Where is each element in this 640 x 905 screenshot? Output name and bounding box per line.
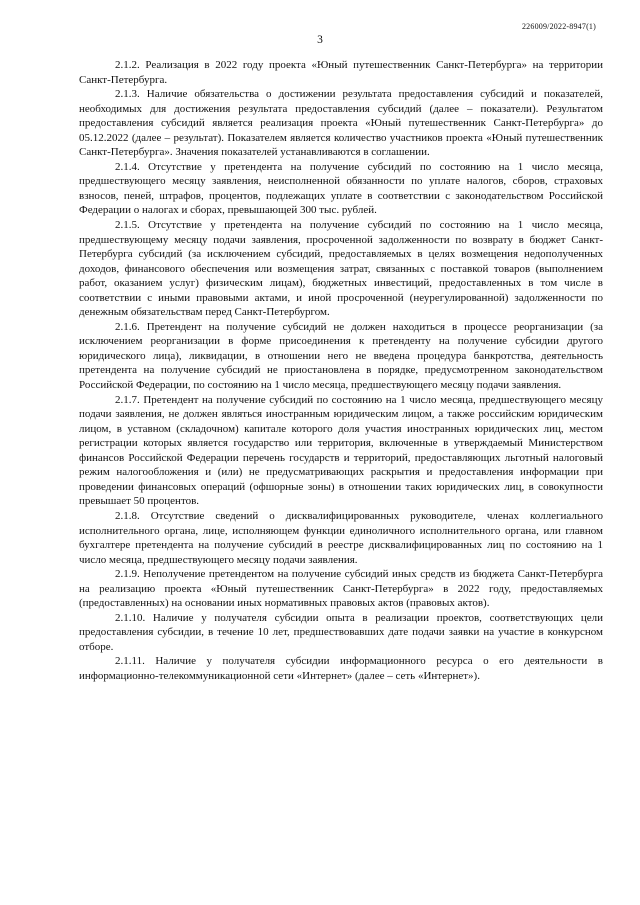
paragraph-2-1-6: 2.1.6. Претендент на получение субсидий не должен находиться в процессе реорганизации (за исключением реорганизации в форме присоединения к претенденту на получение субсидии другого юридического лица), ликвидации, в отношении него не введена процедура банкротства, деятельность претендента на получение субсидий не приостановлена в порядке, предусмотренном законодательством Российской Федерации, по состоянию на 1 число месяца, предшествующего месяцу подачи заявления. [79, 320, 603, 392]
paragraph-2-1-8: 2.1.8. Отсутствие сведений о дисквалифицированных руководителе, членах коллегиального исполнительного органа, лице, исполняющем функции единоличного исполнительного органа, или главном бухгалтере претендента на получение субсидий в реестре дисквалифицированных лиц по состоянию на 1 число месяца, предшествующего месяцу подачи заявления. [79, 509, 603, 566]
paragraph-2-1-4: 2.1.4. Отсутствие у претендента на получение субсидий по состоянию на 1 число месяца, предшествующего месяцу заявления, неисполненной обязанности по уплате налогов, сборов, страховых взносов, пеней, штрафов, процентов, подлежащих уплате в соответствии с законодательством Российской Федерации о налогах и сборах, превышающей 300 тыс. рублей. [79, 160, 603, 217]
page-number: 3 [317, 34, 323, 46]
paragraph-2-1-5: 2.1.5. Отсутствие у претендента на получение субсидий по состоянию на 1 число месяца, предшествующему месяцу подачи заявления, просроченной задолженности по возврату в бюджет Санкт-Петербурга субсидий (за исключением субсидий, предоставляемых в целях возмещения недополученных доходов, финансового обеспечения или возмещения затрат, связанных с поставкой товаров (выполнением работ, оказанием услуг) физическим лицам), бюджетных инвестиций, предоставленных в том числе в соответствии с иными правовыми актами, и иной просроченной (неурегулированной) задолженности по денежным обязательствам перед Санкт-Петербургом. [79, 219, 603, 319]
paragraph-2-1-7: 2.1.7. Претендент на получение субсидий по состоянию на 1 число месяца, предшествующего месяцу подачи заявления, не должен являться иностранным юридическим лицом, а также российским юридическим лицом, в уставном (складочном) капитале которого доля участия иностранных юридических лиц, местом регистрации которых является государство или территория, включенные в утверждаемый Министерством финансов Российской Федерации перечень государств и территорий, предоставляющих льготный налоговый режим налогообложения и (или) не предусматривающих раскрытия и предоставления информации при проведении финансовых операций (офшорные зоны) в отношении таких юридических лиц, в совокупности превышает 50 процентов. [79, 393, 603, 508]
document-number: 226009/2022-8947(1) [521, 22, 596, 31]
paragraph-2-1-10: 2.1.10. Наличие у получателя субсидии опыта в реализации проектов, соответствующих цели предоставления субсидии, в течение 10 лет, предшествовавших дате подачи заявки на участие в конкурсном отборе. [79, 611, 603, 653]
paragraph-2-1-11: 2.1.11. Наличие у получателя субсидии информационного ресурса о его деятельности в информационно-телекоммуникационной сети «Интернет» (далее – сеть «Интернет»). [79, 655, 603, 682]
paragraph-2-1-3: 2.1.3. Наличие обязательства о достижении результата предоставления субсидий и показателей, необходимых для достижения результата предоставления субсидий (далее – показатели). Результатом предоставления субсидий является реализация проекта «Юный путешественник Санкт-Петербурга» до 05.12.2022 (далее – результат). Показателем является количество участников проекта «Юный путешественник Санкт-Петербурга». Значения показателей устанавливаются в соглашении. [79, 88, 603, 159]
paragraph-2-1-9: 2.1.9. Неполучение претендентом на получение субсидий иных средств из бюджета Санкт-Петербурга на реализацию проекта «Юный путешественник Санкт-Петербурга» в 2022 году, предоставляемых (предоставленных) на основании иных нормативных правовых актов (правовых актов). [79, 568, 603, 610]
document-body [79, 58, 603, 684]
paragraph-2-1-2: 2.1.2. Реализация в 2022 году проекта «Юный путешественник Санкт-Петербурга» на территории Санкт-Петербурга. [79, 59, 603, 86]
